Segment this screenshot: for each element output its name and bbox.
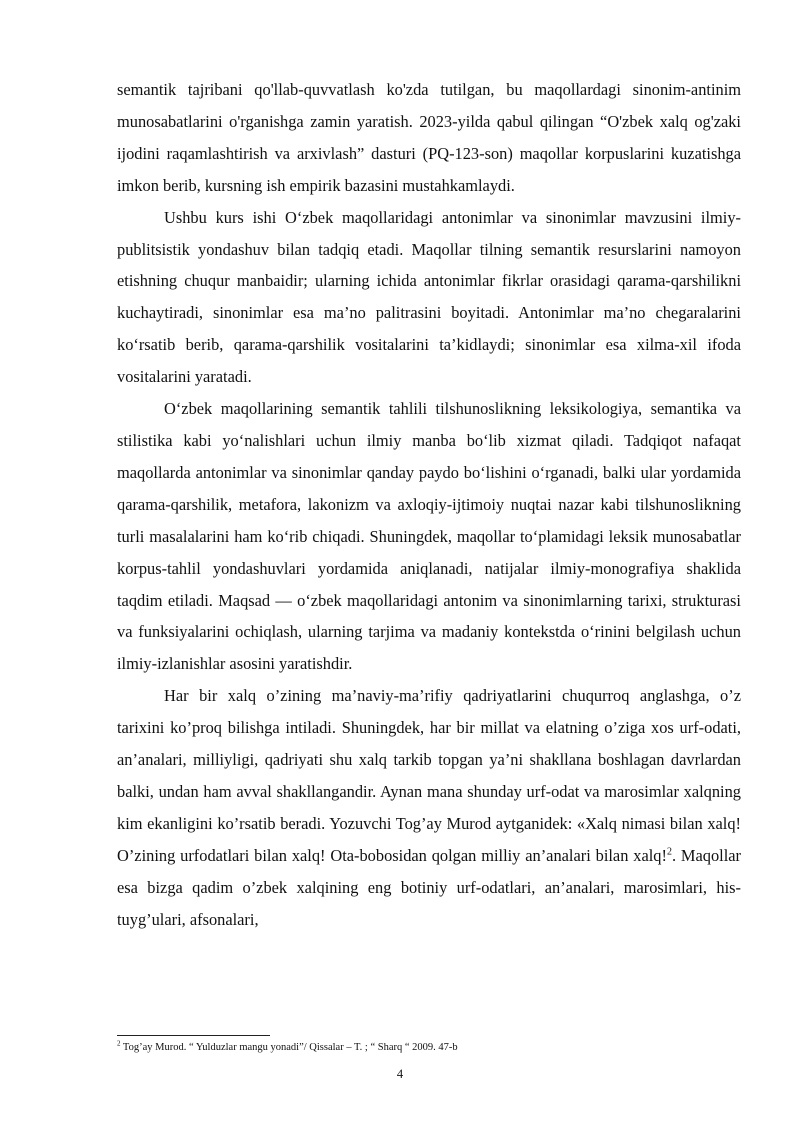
body-text — [117, 74, 741, 935]
paragraph: O‘zbek maqollarining semantik tahlili tilshunoslikning leksikologiya, semantika va stilistika kabi yo‘nalishlari uchun ilmiy manba bo‘lib xizmat qiladi. Tadqiqot nafaqat maqollarda antonimlar va sinonimlar qanday paydo bo‘lishini o‘rganadi, balki ular yordamida qarama-qarshilik, metafora, lakonizm va axloqiy-ijtimoiy nuqtai nazar kabi tilshunoslikning turli masalalarini ham ko‘rib chiqadi. Shuningdek, maqollar to‘plamidagi leksik munosabatlar korpus-tahlil yondashuvlari yordamida aniqlanadi, natijalar ilmiy-monografiya shaklida taqdim etiladi. Maqsad — o‘zbek maqollaridagi antonim va sinonimlarning tarixi, strukturasi va funksiyalarini ochiqlash, ularning tarjima va madaniy kontekstda o‘rinini belgilash uchun ilmiy-izlanishlar asosini yaratishdir. — [117, 399, 741, 674]
footnote-reference[interactable]: 2 — [666, 846, 672, 858]
footnote-number: 2 — [117, 1039, 121, 1048]
paragraph-continuation: semantik tajribani qo'llab-quvvatlash ko'zda tutilgan, bu maqollardagi sinonim-antinim munosabatlarini o'rganishga zamin yaratish. 2023-yilda qabul qilingan “O'zbek xalq og'zaki ijodini raqamlashtirish va arxivlash” dasturi (PQ-123-son) maqollar korpuslarini kuzatishga imkon berib, kursning ish empirik bazasini mustahkamlaydi. — [117, 80, 741, 195]
footnote — [117, 1041, 757, 1055]
paragraph-text: . Maqollar esa bizga qadim o’zbek xalqining eng botiniy urf-odatlari, an’analari, marosimlari, his-tuyg’ulari, afsonalari, — [117, 845, 741, 929]
paragraph — [117, 680, 741, 935]
paragraph-text: Har bir xalq o’zining ma’naviy-ma’rifiy qadriyatlarini chuqurroq anglashga, o’z tarixini ko’proq bilishga intiladi. Shuningdek, har bir millat va elatning o’ziga xos urf-odati, an’analari, milliyligi, qadriyati shu xalq tarkib topgan ya’ni shakllana boshlagan davrlardan balki, undan ham avval shakllangandir. Aynan mana shunday urf-odat va marosimlar xalqning kim ekanligini ko’rsatib beradi. Yozuvchi Tog’ay Murod aytganidek: «Xalq nimasi bilan xalq! O’zining urfodatlari bilan xalq! Ota-bobosidan qolgan milliy an’analari bilan xalq! — [117, 686, 741, 865]
footnote-text: Tog’ay Murod. “ Yulduzlar mangu yonadi”/ Qissalar – T. ; “ Sharq “ 2009. 47-b — [120, 1042, 458, 1053]
paragraph: Ushbu kurs ishi O‘zbek maqollaridagi antonimlar va sinonimlar mavzusini ilmiy-publitsistik yondashuv bilan tadqiq etadi. Maqollar tilning semantik resurslarini namoyon etishning chuqur manbaidir; ularning ichida antonimlar fikrlar orasidagi qarama-qarshilikni kuchaytiradi, sinonimlar esa ma’no palitrasini boyitadi. Antonimlar ma’no chegaralarini ko‘rsatib berib, qarama-qarshilik vositalarini ta’kidlaydi; sinonimlar esa xilma-xil ifoda vositalarini yaratadi. — [117, 207, 741, 387]
footnote-separator — [117, 1035, 270, 1036]
page-number: 4 — [396, 1067, 404, 1081]
